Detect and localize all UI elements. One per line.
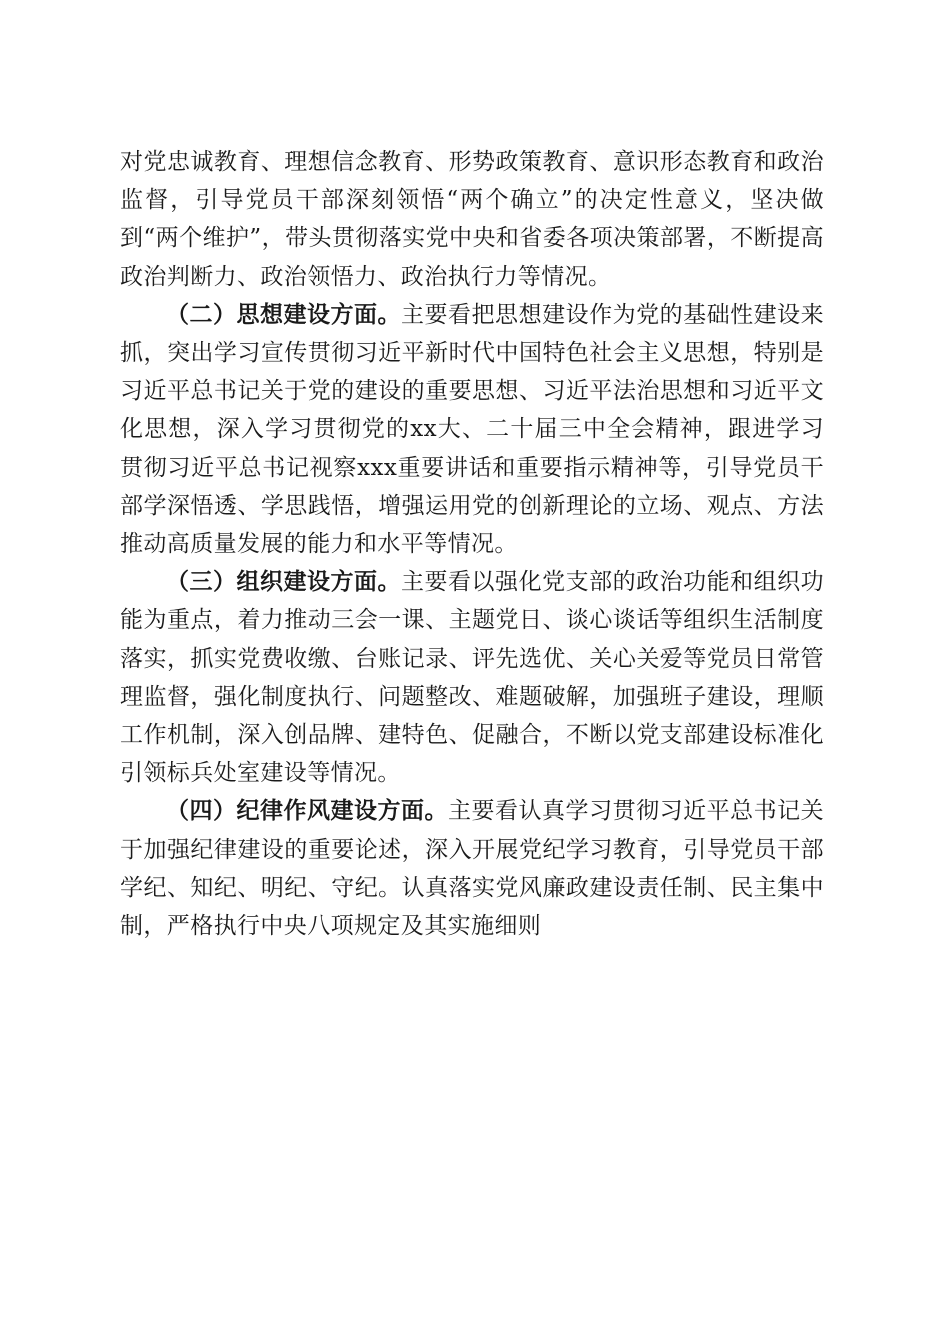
section-2-heading: （二）思想建设方面。 [166,300,402,328]
paragraph-2-text: 主要看把思想建设作为党的基础性建设来抓，突出学习宣传贯彻习近平新时代中国特色社会主义思想，特别是习近平总书记关于党的建设的重要思想、习近平法治思想和习近平文化思想，深入学习贯彻党的xx大、二十届三中全会精神，跟进学习贯彻习近平总书记视察xxx重要讲话和重要指示精神等，引导党员干部学深悟透、学思践悟，增强运用党的创新理论的立场、观点、方法推动高质量发展的能力和水平等情况。 [120,301,825,558]
paragraph-3 [120,563,824,792]
section-4-heading: （四）纪律作风建设方面。 [166,797,449,825]
paragraph-4-text: 主要看认真学习贯彻习近平总书记关于加强纪律建设的重要论述，深入开展党纪学习教育，引导党员干部学纪、知纪、明纪、守纪。认真落实党风廉政建设责任制、民主集中制，严格执行中央八项规定及其实施细则 [120,798,824,940]
paragraph-1 [120,143,824,296]
paragraph-1-text: 对党忠诚教育、理想信念教育、形势政策教育、意识形态教育和政治监督，引导党员干部深刻领悟“两个确立”的决定性意义，坚决做到“两个维护”，带头贯彻落实党中央和省委各项决策部署，不断提高政治判断力、政治领悟力、政治执行力等情况。 [120,149,824,290]
document-body [120,143,824,945]
paragraph-3-text: 主要看以强化党支部的政治功能和组织功能为重点，着力推动三会一课、主题党日、谈心谈话等组织生活制度落实，抓实党费收缴、台账记录、评先选优、关心关爱等党员日常管理监督，强化制度执行、问题整改、难题破解，加强班子建设，理顺工作机制，深入创品牌、建特色、促融合，不断以党支部建设标准化引领标兵处室建设等情况。 [120,569,825,787]
paragraph-2 [120,296,824,563]
paragraph-4 [120,792,824,945]
section-3-heading: （三）组织建设方面。 [166,568,402,596]
